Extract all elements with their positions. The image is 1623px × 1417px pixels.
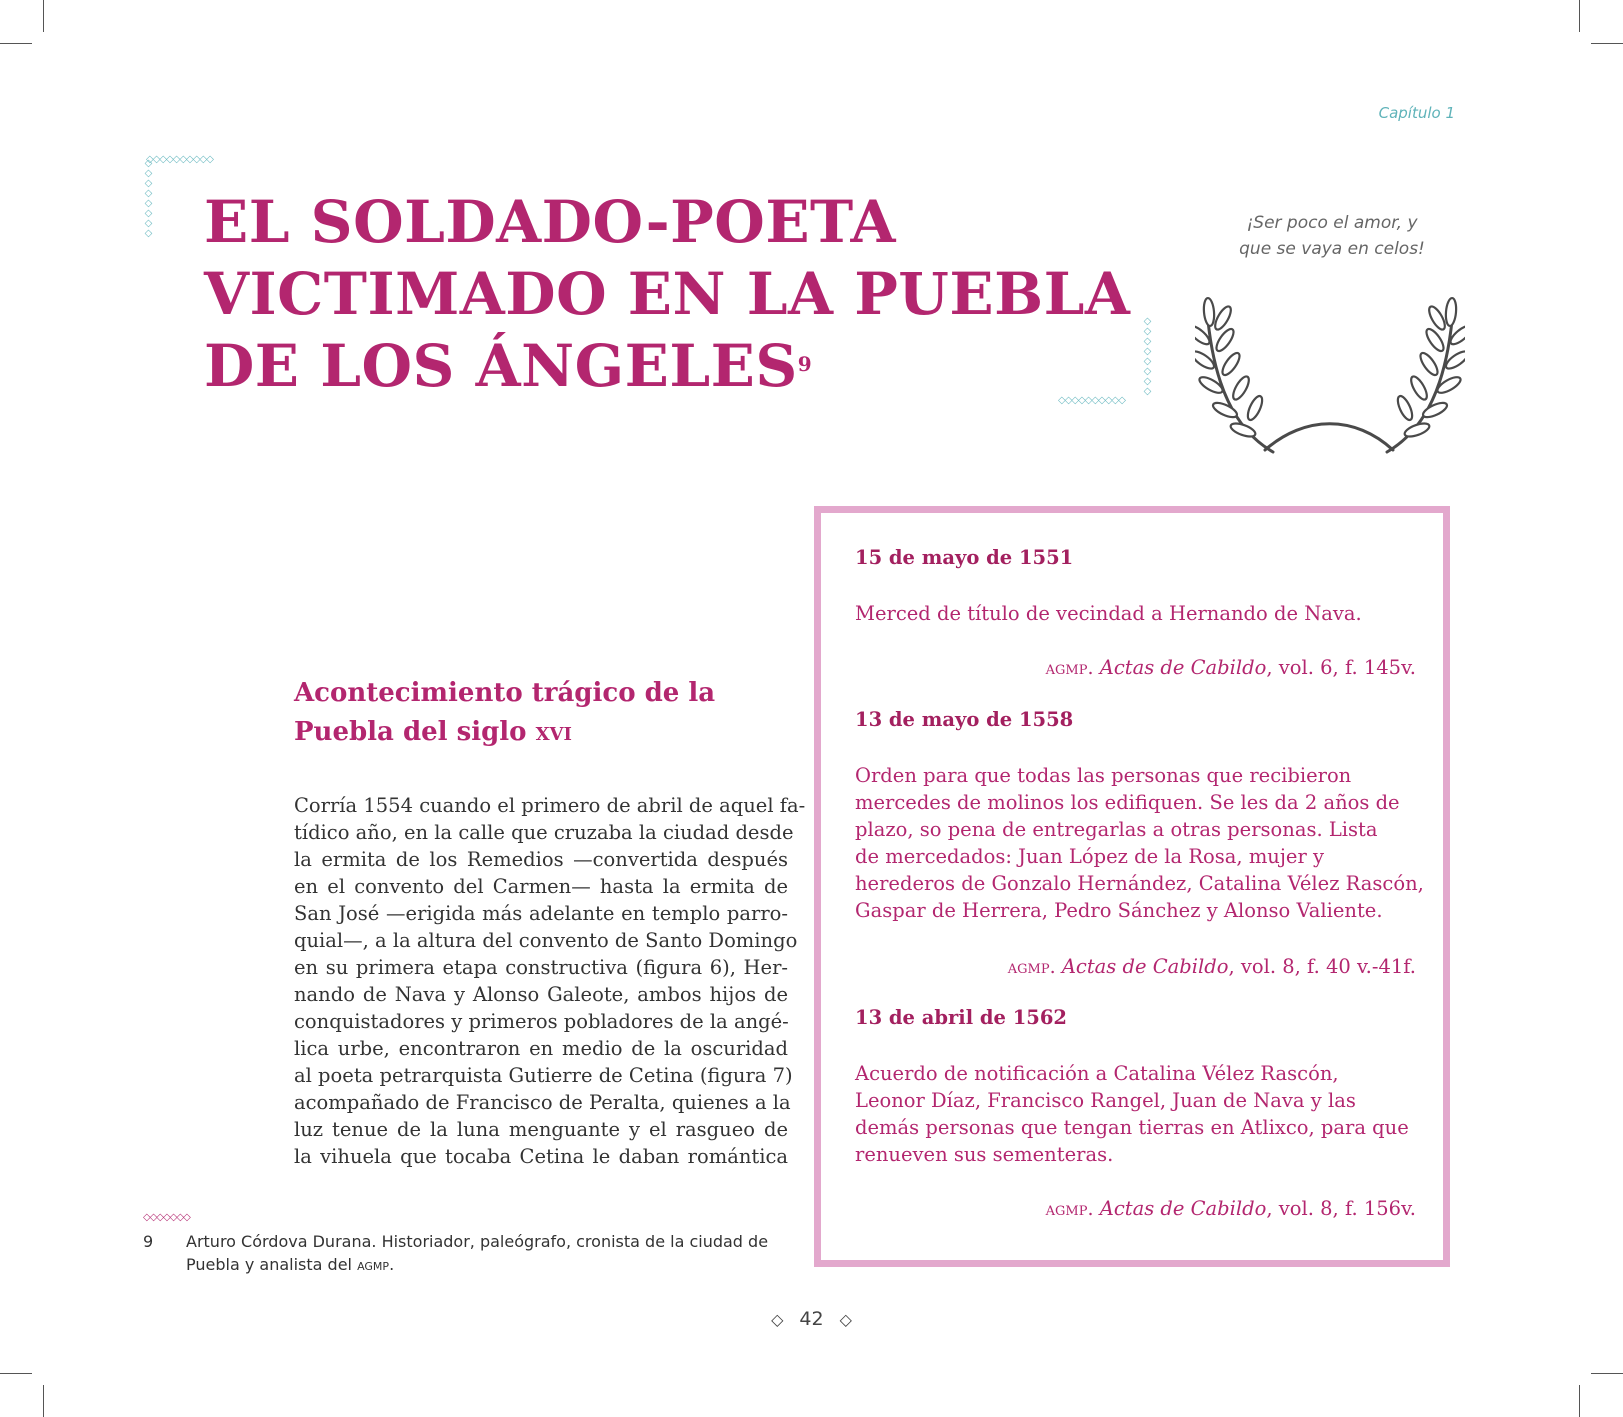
entry-source: agmp. Actas de Cabildo, vol. 8, f. 156v. [1045,1197,1416,1220]
body-line: tídico año, en la calle que cruzaba la ciudad desde [294,821,794,844]
title-frame-left-dots: ◇◇◇◇◇◇◇◇ [143,158,154,238]
diamond-icon: ◇ [839,1310,852,1329]
crop-mark [1591,43,1623,44]
page-number [0,1308,1623,1330]
crop-mark [1591,1373,1623,1374]
body-line: quial—, a la altura del convento de Santo Domingo [294,929,798,952]
section-subtitle [294,674,715,752]
body-line: en su primera etapa constructiva (figura 6), Her- [294,956,788,979]
body-line: San José —erigida más adelante en templo parro- [294,902,788,925]
crop-mark [43,1385,44,1417]
page-number-value: 42 [799,1308,824,1330]
crop-mark [1579,0,1580,32]
crop-mark [1579,1385,1580,1417]
footnote-divider-dots: ◇◇◇◇◇◇◇ [143,1212,190,1223]
subtitle-line-1: Acontecimiento trágico de la [294,678,716,708]
crop-mark [0,1373,32,1374]
footnote-abbr: agmp [357,1255,390,1274]
entry-date: 15 de mayo de 1551 [855,546,1074,569]
subtitle-line-2: Puebla del siglo [294,717,536,747]
epigraph-line: que se vaya en celos! [1239,239,1425,259]
title-frame-bottom-dots: ◇◇◇◇◇◇◇◇◇◇ [1058,395,1125,406]
title-line-2: VICTIMADO EN LA PUEBLA [204,260,1131,328]
body-line: lica urbe, encontraron en medio de la oscuridad [294,1037,788,1060]
body-line: al poeta petrarquista Gutierre de Cetina (figura 7) [294,1064,793,1087]
page-title [204,186,1130,402]
entry-source: agmp. Actas de Cabildo, vol. 8, f. 40 v.-41f. [1007,955,1416,978]
title-line-3: DE LOS ÁNGELES [204,332,798,400]
entry-text: Orden para que todas las personas que recibieron mercedes de molinos los edifiquen. Se les da 2 años de plazo, so pena de entregarlas a otras personas. Lista de mercedados: Juan López de la Rosa, mujer y herederos de Gonzalo Hernández, Catalina Vélez Rascón, Gaspar de Herrera, Pedro Sánchez y Alonso Valiente. [855,764,1424,922]
entry-date: 13 de abril de 1562 [855,1006,1068,1029]
crop-mark [0,43,32,44]
body-line: la vihuela que tocaba Cetina le daban romántica [294,1145,788,1168]
entry-text: Merced de título de vecindad a Hernando de Nava. [855,602,1362,625]
body-line: acompañado de Francisco de Peralta, quienes a la [294,1091,791,1114]
crop-mark [43,0,44,32]
entry-text: Acuerdo de notificación a Catalina Vélez Rascón, Leonor Díaz, Francisco Rangel, Juan de Nava y las demás personas que tengan tierras en Atlixco, para que renueven sus sementeras. [855,1062,1409,1166]
subtitle-century: xvi [535,717,572,747]
title-frame-right-dots: ◇◇◇◇◇◇◇◇ [1142,316,1153,396]
body-line: nando de Nava y Alonso Galeote, ambos hijos de [294,983,788,1006]
body-line: Corría 1554 cuando el primero de abril de aquel fa- [294,794,806,817]
title-line-1: EL SOLDADO-POETA [204,188,897,256]
body-line: en el convento del Carmen— hasta la ermita de [294,875,788,898]
body-line: la ermita de los Remedios —convertida después [294,848,788,871]
body-line: conquistadores y primeros pobladores de la angé- [294,1010,789,1033]
title-frame-top-dots: ◇◇◇◇◇◇◇◇◇◇ [146,154,213,165]
entry-date: 13 de mayo de 1558 [855,708,1074,731]
entry-source: agmp. Actas de Cabildo, vol. 6, f. 145v. [1045,656,1416,679]
diamond-icon: ◇ [771,1310,784,1329]
epigraph-line: ¡Ser poco el amor, y [1246,213,1418,233]
footnote-text: Arturo Córdova Durana. Historiador, paleógrafo, cronista de la ciudad de Puebla y analista del agmp. [186,1232,769,1274]
footnote-reference[interactable]: 9 [797,352,813,376]
footnote-number: 9 [143,1232,154,1251]
body-line: luz tenue de la luna menguante y el rasgueo de [294,1118,788,1141]
chapter-label: Capítulo 1 [1378,104,1455,122]
body-paragraph [294,792,806,1170]
laurel-wreath-icon [1195,290,1465,460]
epigraph [1212,210,1452,262]
